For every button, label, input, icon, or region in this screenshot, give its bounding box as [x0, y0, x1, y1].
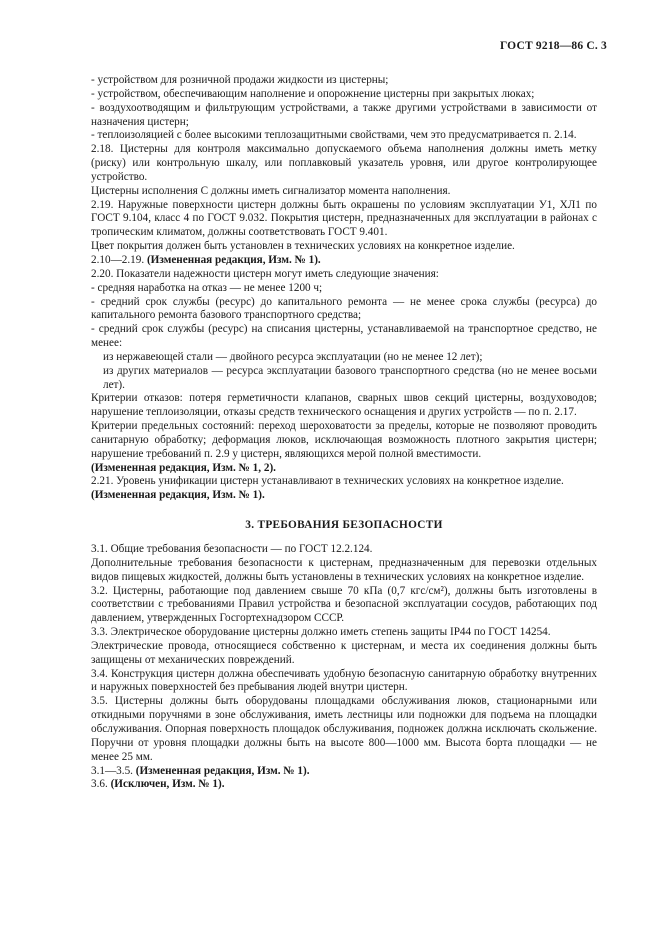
section-title: 3. ТРЕБОВАНИЯ БЕЗОПАСНОСТИ	[245, 519, 443, 532]
paragraph: 2.21. Уровень унификации цистерн устанавливают в технических условиях на конкретное изделие.	[91, 475, 564, 488]
page-header: ГОСТ 9218—86 С. 3	[499, 40, 607, 52]
amendment-text: (Измененная редакция, Изм. № 1).	[135, 764, 310, 777]
paragraph: 2.19. Наружные поверхности цистерн должны быть окрашены по условиям эксплуатации У1, ХЛ1 по ГОСТ 9.104, класс 4 по ГОСТ 9.032. Покрытия цистерн, предназначенных для эксплуатации в районах с тропическим климатом, должны соответствовать ГОСТ 9.401.	[91, 198, 597, 239]
amendment-note	[91, 778, 597, 792]
paragraph: из других материалов — ресурса эксплуатации базового транспортного средства (но не менее восьми лет).	[103, 364, 597, 391]
clause-ref: 3.1—3.5.	[91, 764, 133, 777]
paragraph: - воздухоотводящим и фильтрующим устройствами, а также другими устройствами в зависимости от назначения цистерн;	[91, 101, 597, 128]
paragraph: Критерии предельных состояний: переход шероховатости за пределы, которые не позволяют проводить санитарную обработку; деформация люков, исключающая возможность плотного закрытия цистерн; нарушение требований п. 2.9 у цистерн, являющихся мерой полной вместимости.	[91, 420, 597, 460]
paragraph: 3.2. Цистерны, работающие под давлением свыше 70 кПа (0,7 кгс/см²), должны быть изготовлены в соответствии с требованиями Правил устройства и безопасной эксплуатации сосудов, работающих под давлением, утвержденных Госгортехнадзором СССР.	[91, 584, 597, 625]
paragraph: 3.3. Электрическое оборудование цистерны должно иметь степень защиты IP44 по ГОСТ 14254.	[91, 626, 551, 639]
paragraph: Электрические провода, относящиеся собственно к цистернам, и места их соединения должны быть защищены от механических повреждений.	[91, 639, 597, 666]
paragraph: 3.4. Конструкция цистерн должна обеспечивать удобную безопасную санитарную обработку внутренних и наружных поверхностей без пребывания людей внутри цистерн.	[91, 667, 597, 694]
amendment-note: (Измененная редакция, Изм. № 1).	[91, 489, 265, 502]
paragraph: 2.20. Показатели надежности цистерн могут иметь следующие значения:	[91, 267, 439, 280]
paragraph: 3.5. Цистерны должны быть оборудованы площадками обслуживания люков, стационарными или откидными поручнями в зоне обслуживания, иметь лестницы или подножки для подъема на площадки обслуживания. Опорная поверхность площадок обслуживания, подножек должна исключать скольжение. Поручни от уровня площадки должны быть на высоте 800—1000 мм. Высота борта площадки — не менее 25 мм.	[91, 695, 597, 763]
paragraph: Критерии отказов: потеря герметичности клапанов, сварных швов секций цистерны, воздуховодов; нарушение теплоизоляции, отказы средств технического оснащения и других устройств — по п. 2.17.	[91, 392, 597, 419]
amendment-note	[91, 765, 597, 779]
paragraph: - средний срок службы (ресурс) до капитального ремонта — не менее срока службы (ресурса) до капитального ремонта базового транспортного средства;	[91, 295, 597, 322]
paragraph: из нержавеющей стали — двойного ресурса эксплуатации (но не менее 12 лет);	[103, 350, 483, 363]
paragraph: 3.1. Общие требования безопасности — по ГОСТ 12.2.124.	[91, 543, 373, 555]
paragraph: - устройством для розничной продажи жидкости из цистерны;	[91, 74, 389, 86]
paragraph: - средний срок службы (ресурс) на списания цистерны, устанавливаемой на транспортное средство, не менее:	[91, 323, 597, 350]
paragraph: Дополнительные требования безопасности к цистернам, предназначенным для перевозки отдельных видов пищевых жидкостей, должны быть установлены в технических условиях на конкретное изделие.	[91, 556, 597, 583]
amendment-text: (Измененная редакция, Изм. № 1).	[146, 253, 321, 266]
paragraph: Цвет покрытия должен быть установлен в технических условиях на конкретное изделие.	[91, 240, 515, 253]
amendment-note: (Измененная редакция, Изм. № 1, 2).	[91, 461, 276, 474]
paragraph: - теплоизоляцией с более высокими теплозащитными свойствами, чем это предусматривается п. 2.14.	[91, 129, 577, 142]
paragraph: 2.18. Цистерны для контроля максимально допускаемого объема наполнения должны иметь метку (риску) или контрольную шкалу, или поплавковый указатель уровня, или другое контролирующее устройство.	[91, 143, 597, 183]
document-body	[91, 74, 597, 792]
clause-ref: 2.10—2.19.	[91, 253, 145, 266]
clause-ref: 3.6.	[91, 778, 108, 791]
paragraph: - средняя наработка на отказ — не менее 1200 ч;	[91, 281, 323, 294]
amendment-note	[91, 254, 597, 268]
paragraph: Цистерны исполнения С должны иметь сигнализатор момента наполнения.	[91, 184, 451, 197]
paragraph: - устройством, обеспечивающим наполнение и опорожнение цистерны при закрытых люках;	[91, 87, 535, 100]
amendment-text: (Исключен, Изм. № 1).	[110, 778, 225, 791]
